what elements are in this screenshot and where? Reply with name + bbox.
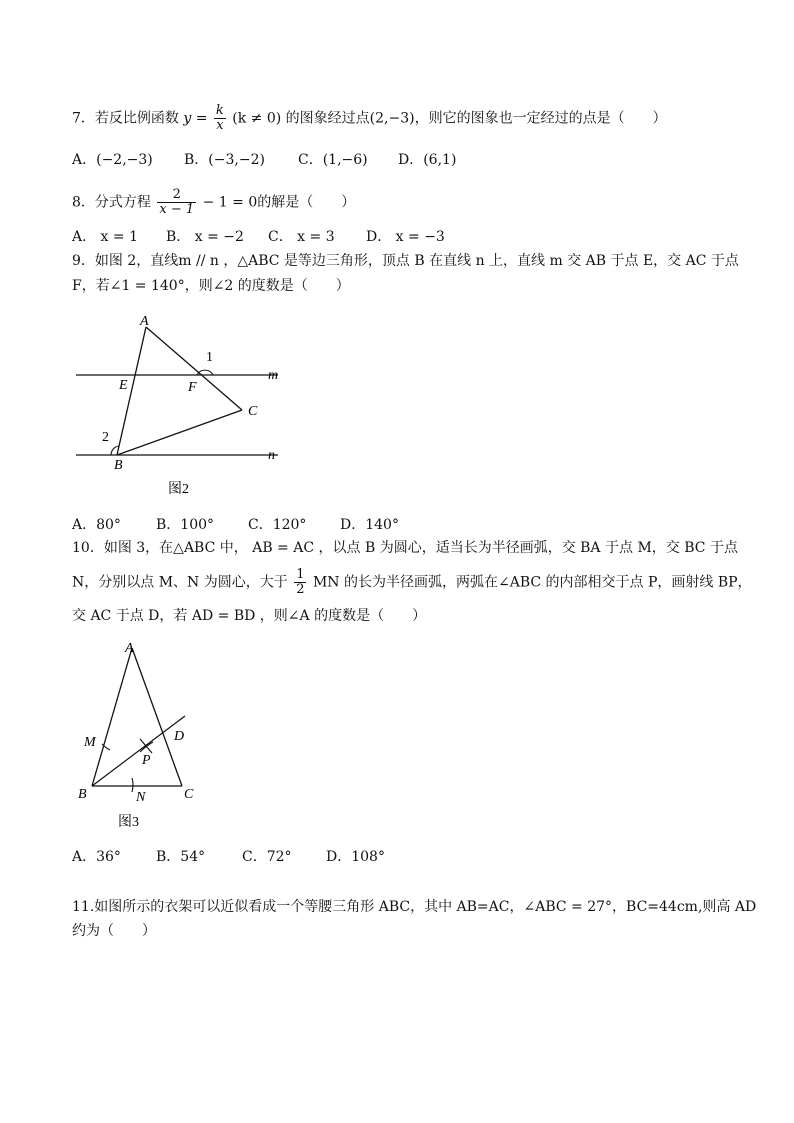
q10-line2-pre: N，分别以点 M、N 为圆心，大于	[72, 574, 288, 591]
q7-fraction	[214, 104, 226, 133]
q8-option-d: D． x = −3	[366, 229, 445, 245]
label-a: A	[140, 314, 149, 329]
q10-fraction	[294, 568, 306, 597]
label-m: M	[84, 735, 96, 750]
q8-prefix: 8．分式方程	[72, 194, 151, 211]
question-10-line-3: 交 AC 于点 D，若 AD = BD ，则∠A 的度数是（ ）	[72, 608, 427, 624]
q10-line2-post: MN 的长为半径画弧，两弧在∠ABC 的内部相交于点 P，画射线 BP，	[312, 574, 752, 591]
q9-options	[72, 514, 399, 534]
q8-option-a: A． x = 1	[72, 229, 138, 245]
q7-option-b: B．(−3,−2)	[184, 152, 265, 168]
q8-option-b: B． x = −2	[166, 229, 244, 245]
arc-mark-n	[132, 778, 133, 792]
question-8-stem	[72, 188, 355, 217]
q8-options	[72, 226, 445, 246]
label-n: n	[268, 448, 275, 463]
q10-option-a: A．36°	[72, 849, 121, 865]
q10-option-b: B．54°	[156, 849, 206, 865]
q7-option-a: A．(−2,−3)	[72, 152, 153, 168]
label-m: m	[268, 368, 279, 383]
q8-option-c: C． x = 3	[268, 229, 335, 245]
angle-1-arc	[197, 370, 213, 375]
q8-frac-den: x − 1	[159, 202, 195, 217]
q7-prefix: 7．若反比例函数	[72, 110, 179, 127]
label-b: B	[114, 458, 123, 473]
question-10-line-2	[72, 568, 752, 597]
question-10-line-1: 10．如图 3，在△ABC 中， AB = AC ，以点 B 为圆心，适当长为半径画弧，交 BA 于点 M，交 BC 于点	[72, 540, 738, 556]
label-angle-2: 2	[102, 430, 109, 445]
figure-3-caption: 图3	[118, 815, 139, 830]
q9-option-a: A．80°	[72, 517, 121, 533]
segment-ab	[92, 648, 132, 786]
label-f: F	[188, 380, 197, 395]
figure-2	[70, 305, 300, 505]
q8-fraction	[157, 188, 196, 217]
q8-suffix: − 1 = 0的解是（ ）	[202, 194, 356, 211]
q7-frac-num: k	[215, 103, 224, 118]
label-c: C	[184, 787, 194, 802]
q7-condition: (k ≠ 0)	[232, 110, 282, 127]
question-9-line-2: F，若∠1 = 140°，则∠2 的度数是（ ）	[72, 278, 350, 294]
q8-frac-num: 2	[157, 188, 196, 203]
q10-option-d: D．108°	[326, 849, 385, 865]
question-11-line-2: 约为（ ）	[72, 923, 156, 939]
q10-option-c: C．72°	[242, 849, 292, 865]
label-a: A	[125, 641, 134, 656]
segment-ac	[146, 327, 242, 410]
q7-frac-den: x	[216, 118, 224, 133]
q9-option-d: D．140°	[340, 517, 399, 533]
q7-suffix: 的图象经过点(2,−3)，则它的图象也一定经过的点是（ ）	[285, 110, 667, 127]
q10-frac-num: 1	[296, 567, 305, 582]
label-b: B	[78, 787, 87, 802]
q7-option-d: D．(6,1)	[398, 152, 457, 168]
q7-option-c: C．(1,−6)	[298, 152, 368, 168]
question-9-line-1: 9．如图 2，直线m // n ，△ABC 是等边三角形，顶点 B 在直线 n 上，直线 m 交 AB 于点 E，交 AC 于点	[72, 253, 739, 269]
segment-bc	[117, 410, 242, 455]
q7-options	[72, 149, 456, 169]
q9-option-b: B．100°	[156, 517, 215, 533]
label-p: P	[142, 753, 151, 768]
label-e: E	[119, 378, 128, 393]
label-c: C	[248, 404, 258, 419]
ray-bp	[92, 716, 185, 786]
label-d: D	[174, 729, 185, 744]
question-7-stem	[72, 104, 667, 133]
question-11-line-1: 11.如图所示的衣架可以近似看成一个等腰三角形 ABC，其中 AB=AC，∠ABC = 27°，BC=44cm,则高 AD	[72, 899, 757, 915]
segment-ac	[132, 648, 185, 786]
label-n: N	[136, 790, 146, 805]
q9-option-c: C．120°	[248, 517, 307, 533]
figure-3	[70, 636, 210, 836]
q10-frac-den: 2	[296, 582, 305, 597]
figure-2-caption: 图2	[168, 482, 189, 497]
q10-options	[72, 846, 385, 866]
arc-mark-p-2	[140, 742, 153, 752]
label-angle-1: 1	[206, 350, 213, 365]
q7-y-eq: y =	[183, 110, 208, 127]
